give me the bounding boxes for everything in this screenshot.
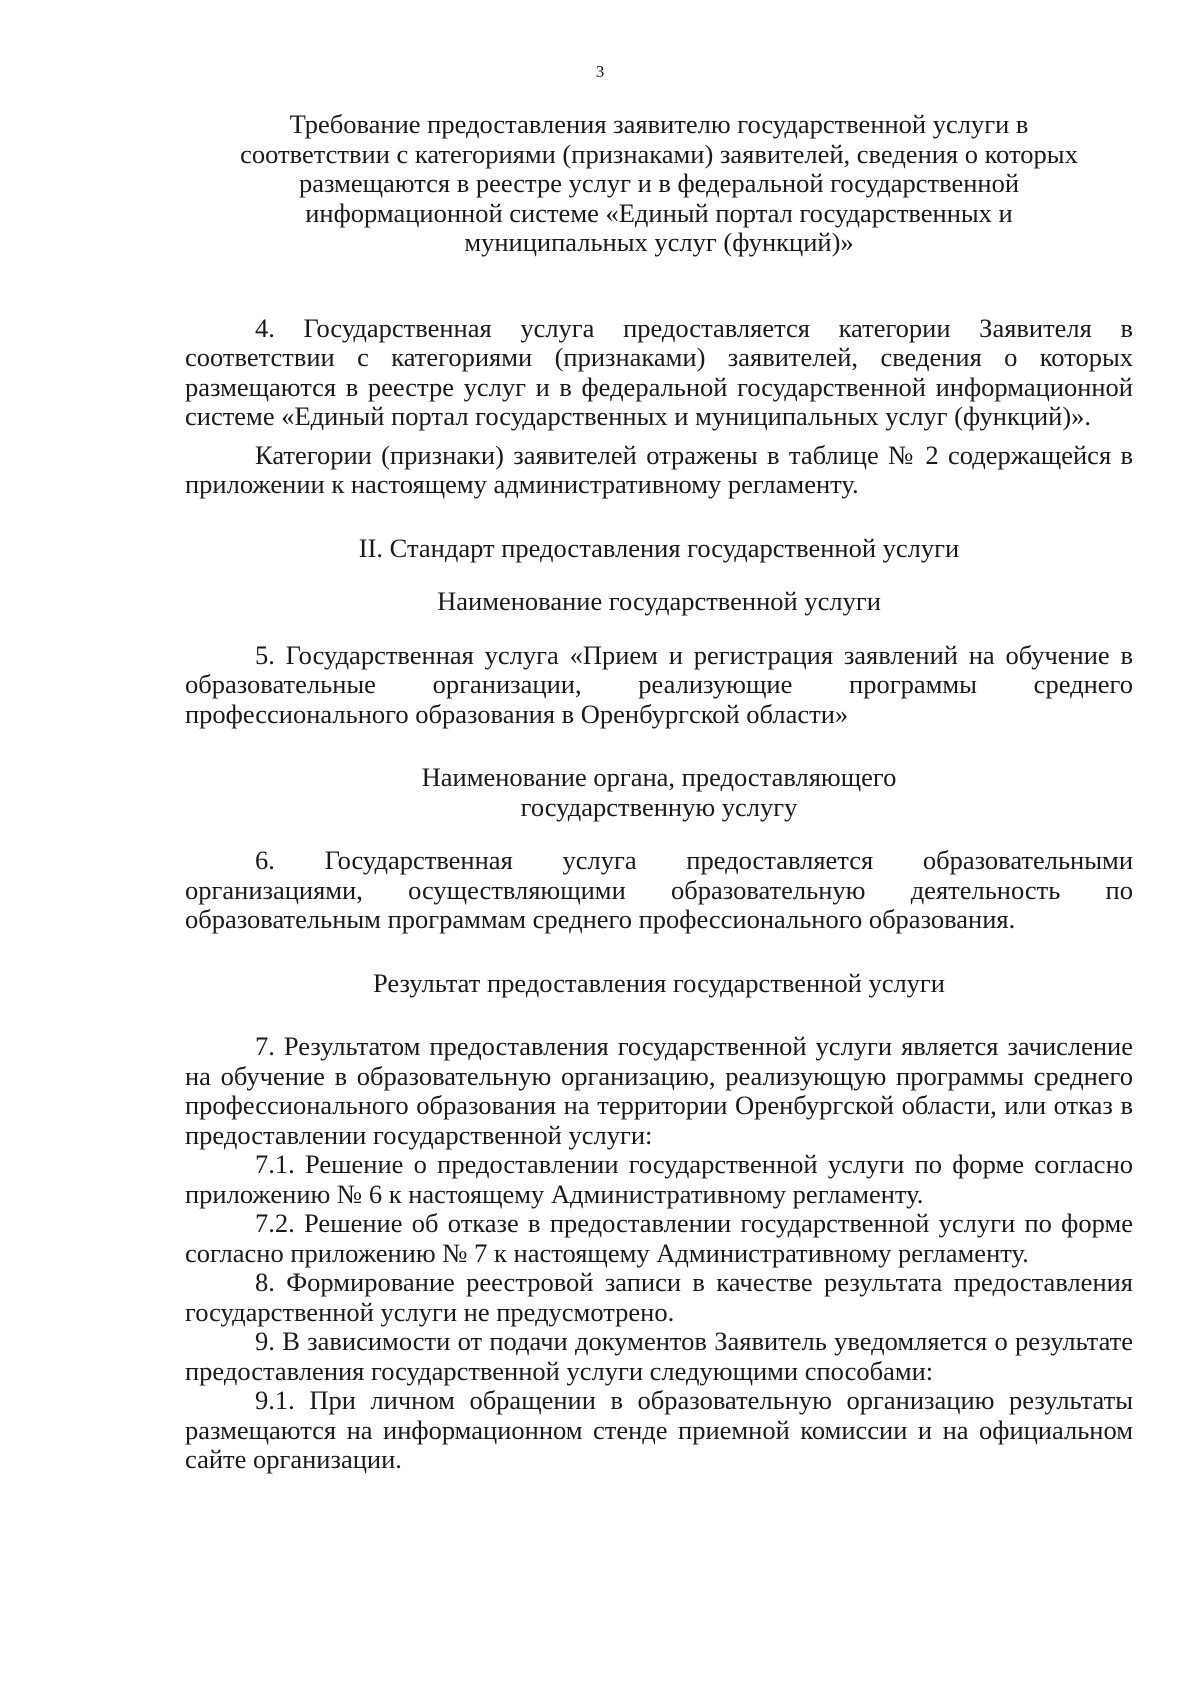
paragraph-7-1: 7.1. Решение о предоставлении государственной услуги по форме согласно приложению № 6 к настоящему Административному регламенту. [185, 1149, 1133, 1209]
subsection-heading-authority-line-1: Наименование органа, предоставляющего [421, 762, 897, 792]
section-heading-requirement: Требование предоставления заявителю государственной услуги в соответствии с категориями (признаками) заявителей, сведения о которых размещаются в реестре услуг и в федеральной государственной информационной системе «Единый портал государственных и муниципальных услуг (функций)» [240, 109, 1078, 257]
spacer [185, 822, 1133, 846]
paragraph-4: 4. Государственная услуга предоставляется категории Заявителя в соответствии с категориями (признаками) заявителей, сведения о которых размещаются в реестре услуг и в федеральной государственной информационной системе «Единый портал государственных и муниципальных услуг (функций)». [185, 312, 1133, 431]
paragraph-5: 5. Государственная услуга «Прием и регистрация заявлений на обучение в образовательные организации, реализующие программы среднего профессионального образования в Оренбургской области» [185, 639, 1133, 729]
spacer [185, 500, 1133, 534]
document-body [185, 110, 1133, 1475]
paragraph-9-1: 9.1. При личном обращении в образовательную организацию результаты размещаются на информационном стенде приемной комиссии и на официальном сайте организации. [185, 1385, 1133, 1474]
page-number: 3 [595, 62, 605, 81]
section-2-heading: II. Стандарт предоставления государственной услуги [358, 532, 960, 563]
subsection-heading-service-name: Наименование государственной услуги [437, 586, 881, 616]
subsection-heading-authority-line-2: государственную услугу [520, 791, 798, 822]
paragraph-9: 9. В зависимости от подачи документов Заявитель уведомляется о результате предоставления государственной услуги следующими способами: [185, 1326, 1133, 1386]
subsection-heading-result: Результат предоставления государственной услуги [373, 967, 945, 998]
spacer [185, 617, 1133, 641]
paragraph-8: 8. Формирование реестровой записи в качестве результата предоставления государственной услуги не предусмотрено. [185, 1267, 1133, 1327]
spacer [185, 563, 1133, 587]
paragraph-7: 7. Результатом предоставления государственной услуги является зачисление на обучение в образовательную организацию, реализующую программы среднего профессионального образования на территории Оренбургской области, или отказ в предоставлении государственной услуги: [185, 1031, 1133, 1150]
paragraph-4-categories: Категории (признаки) заявителей отражены в таблице № 2 содержащейся в приложении к настоящему административному регламенту. [185, 439, 1133, 499]
spacer [185, 998, 1133, 1032]
spacer [185, 258, 1133, 314]
spacer [185, 935, 1133, 969]
spacer [185, 729, 1133, 763]
paragraph-7-2: 7.2. Решение об отказе в предоставлении государственной услуги по форме согласно приложению № 7 к настоящему Административному регламенту. [185, 1208, 1133, 1268]
paragraph-6: 6. Государственная услуга предоставляется образовательными организациями, осуществляющими образовательную деятельность по образовательным программам среднего профессионального образования. [185, 845, 1133, 934]
